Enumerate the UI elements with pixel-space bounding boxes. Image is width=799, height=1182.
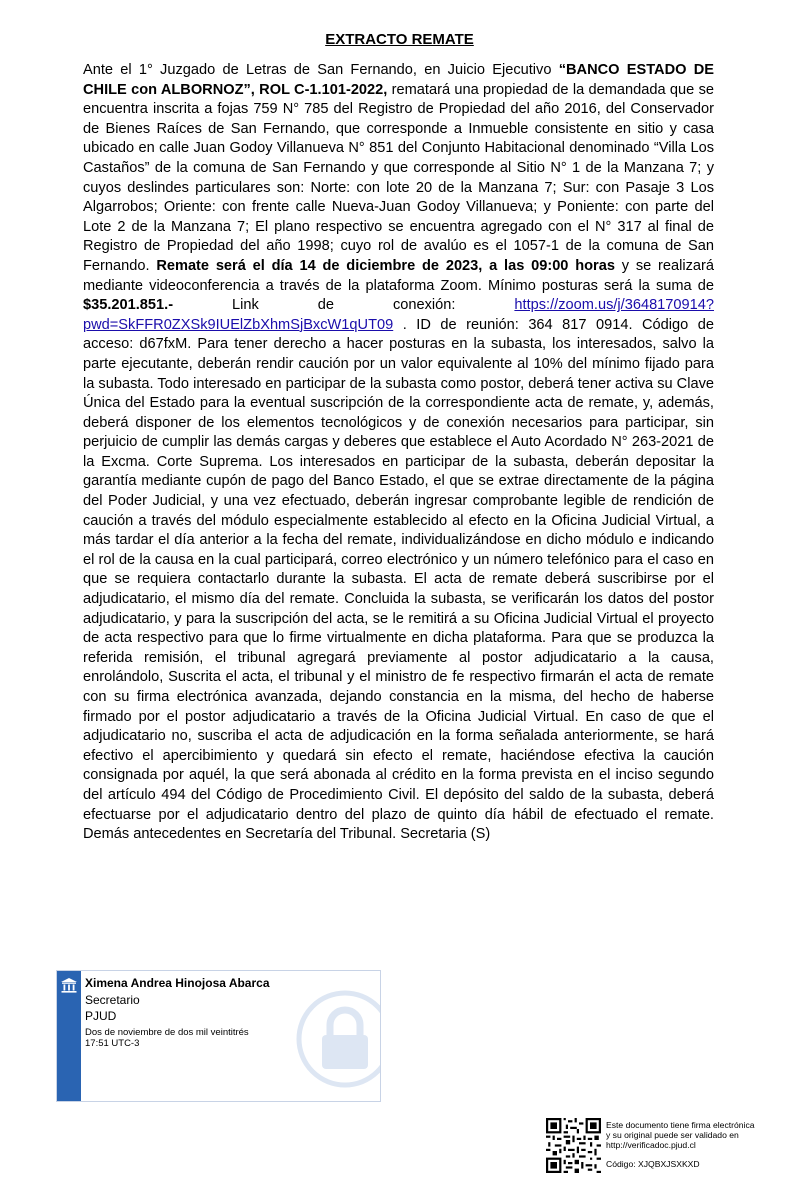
- verification-text-line: y su original puede ser validado en: [606, 1130, 739, 1140]
- signer-role: Secretario: [85, 993, 140, 1007]
- body-text-segment: rematará una propiedad de la demandada que se encuentra inscrita a fojas 759 N° 785 del Registro de Propiedad del año 2016, del Conservador de Bienes Raíces de San Fernando, que corresponde a Inmueble consistente en sitio y casa ubicado en calle Juan Godoy Villanueva N° 851 del Conjunto Habitacional denominado “Villa Los Castaños” de la comuna de San Fernando y que corresponde al Sitio N° 1 de la Manzana 7; y cuyos deslindes particulares son: Norte: con lote 20 de la Manzana 7; Sur: con Pasaje 3 Los Algarrobos; Oriente: con frente calle Nueva-Juan Godoy Villanueva; y Poniente: con parte del Lote 2 de la Manzana 7; El plano respectivo se encuentra agregado con el N° 317 al final de Registro de Propiedad del año 1998; cuyo rol de avalúo es el 1057-1 de la comuna de San Fernando.: [83, 81, 714, 274]
- body-text-segment: Ante el 1° Juzgado de Letras de San Fernando, en Juicio Ejecutivo: [83, 62, 559, 78]
- document-body: [83, 61, 714, 845]
- courthouse-icon: [60, 977, 78, 995]
- verification-url: http://verificadoc.pjud.cl: [606, 1140, 696, 1150]
- body-text-segment: . ID de reunión: 364 817 0914. Código de acceso: d67fxM. Para tener derecho a hacer posturas en la subasta, los interesados, salvo la parte ejecutante, deberán rendir caución por un valor equivalente al 10% del mínimo fijado para la subasta. Todo interesado en participar de la subasta como postor, deberá tener activa su Clave Única del Estado para la eventual suscripción de la correspondiente acta de remate, y, además, deberá disponer de los elementos tecnológicos y de conexión necesarios para participar, sin perjuicio de cumplir las demás cargas y deberes que establece el Auto Acordado N° 263-2021 de la Excma. Corte Suprema. Los interesados en participar de la subasta, deberán depositar la garantía mediante cupón de pago del Banco Estado, el que se extrae directamente de la página del Poder Judicial, y una vez efectuado, deberán ingresar comprobante legible de rendición de caución a través del módulo especialmente establecido al efecto en la Oficina Judicial Virtual, a más tardar el día anterior a la fecha del remate, individualizándose en dicho módulo e indicando el rol de la causa en la cual participará, correo electrónico y un número telefónico para el caso en que se requiera contactarlo durante la subasta. El acta de remate deberá suscribirse por el adjudicatario, el mismo día del remate. Concluida la subasta, se verificarán los datos del postor adjudicatario, y para la suscripción del acta, se le remitirá a su Oficina Judicial Virtual el proyecto de acta respectivo para que lo firme virtualmente en dicha plataforma. Para que se produzca la referida remisión, el tribunal agregará previamente al postor adjudicatario a la causa, enrolándolo, Suscrita el acta, el tribunal y el ministro de fe respectivo firmarán el acta de remate con su firma electrónica avanzada, dejando constancia en la misma, del hecho de haberse firmado por el postor adjudicatario a través de la Oficina Judicial Virtual. En caso de que el adjudicatario no, suscriba el acta de adjudicación en la forma señalada anteriormente, se hará efectivo el apercibimiento y quedará sin efecto el remate, haciéndose efectiva la caución consignada por aquél, la que será abonada al crédito en la forma prevista en el inciso segundo del artículo 494 del Código de Procedimiento Civil. El depósito del saldo de la subasta, deberá efectuarse por el adjudicatario dentro del plazo de quinto día hábil de efectuado el remate. Demás antecedentes en Secretaría del Tribunal. Secretaria (S): [83, 316, 714, 843]
- signature-date-text: Dos de noviembre de dos mil veintitrés: [85, 1027, 249, 1038]
- body-text-segment: Link de conexión:: [173, 297, 515, 314]
- signature-date: [85, 1027, 249, 1049]
- signature-time-text: 17:51 UTC-3: [85, 1038, 140, 1049]
- verification-text-line: Este documento tiene firma electrónica: [606, 1120, 755, 1130]
- signer-organization: PJUD: [85, 1009, 117, 1023]
- auction-date: Remate será el día 14 de diciembre de 2023, a las 09:00 horas: [156, 257, 615, 274]
- lock-icon: [295, 989, 381, 1089]
- signer-name: Ximena Andrea Hinojosa Abarca: [85, 976, 270, 990]
- body-text-segment: y se realizará mediante videoconferencia a través de la plataforma Zoom. Mínimo posturas será la suma de: [83, 257, 714, 294]
- electronic-signature-box: [56, 970, 381, 1102]
- verification-notice: [606, 1120, 791, 1169]
- verification-code: Código: XJQBXJSXKXD: [606, 1159, 700, 1169]
- zoom-link[interactable]: https://zoom.us/j/3648170914?pwd=SkFFR0ZXSk9IUElZbXhmSjBxcW1qUT09: [83, 297, 714, 333]
- signature-stripe: [57, 971, 81, 1102]
- case-caption: “BANCO ESTADO DE CHILE con ALBORNOZ”, ROL C-1.101-2022,: [83, 62, 714, 98]
- minimum-bid: $35.201.851.-: [83, 297, 174, 314]
- document-title: EXTRACTO REMATE: [325, 31, 474, 48]
- qr-code-icon: [546, 1118, 601, 1173]
